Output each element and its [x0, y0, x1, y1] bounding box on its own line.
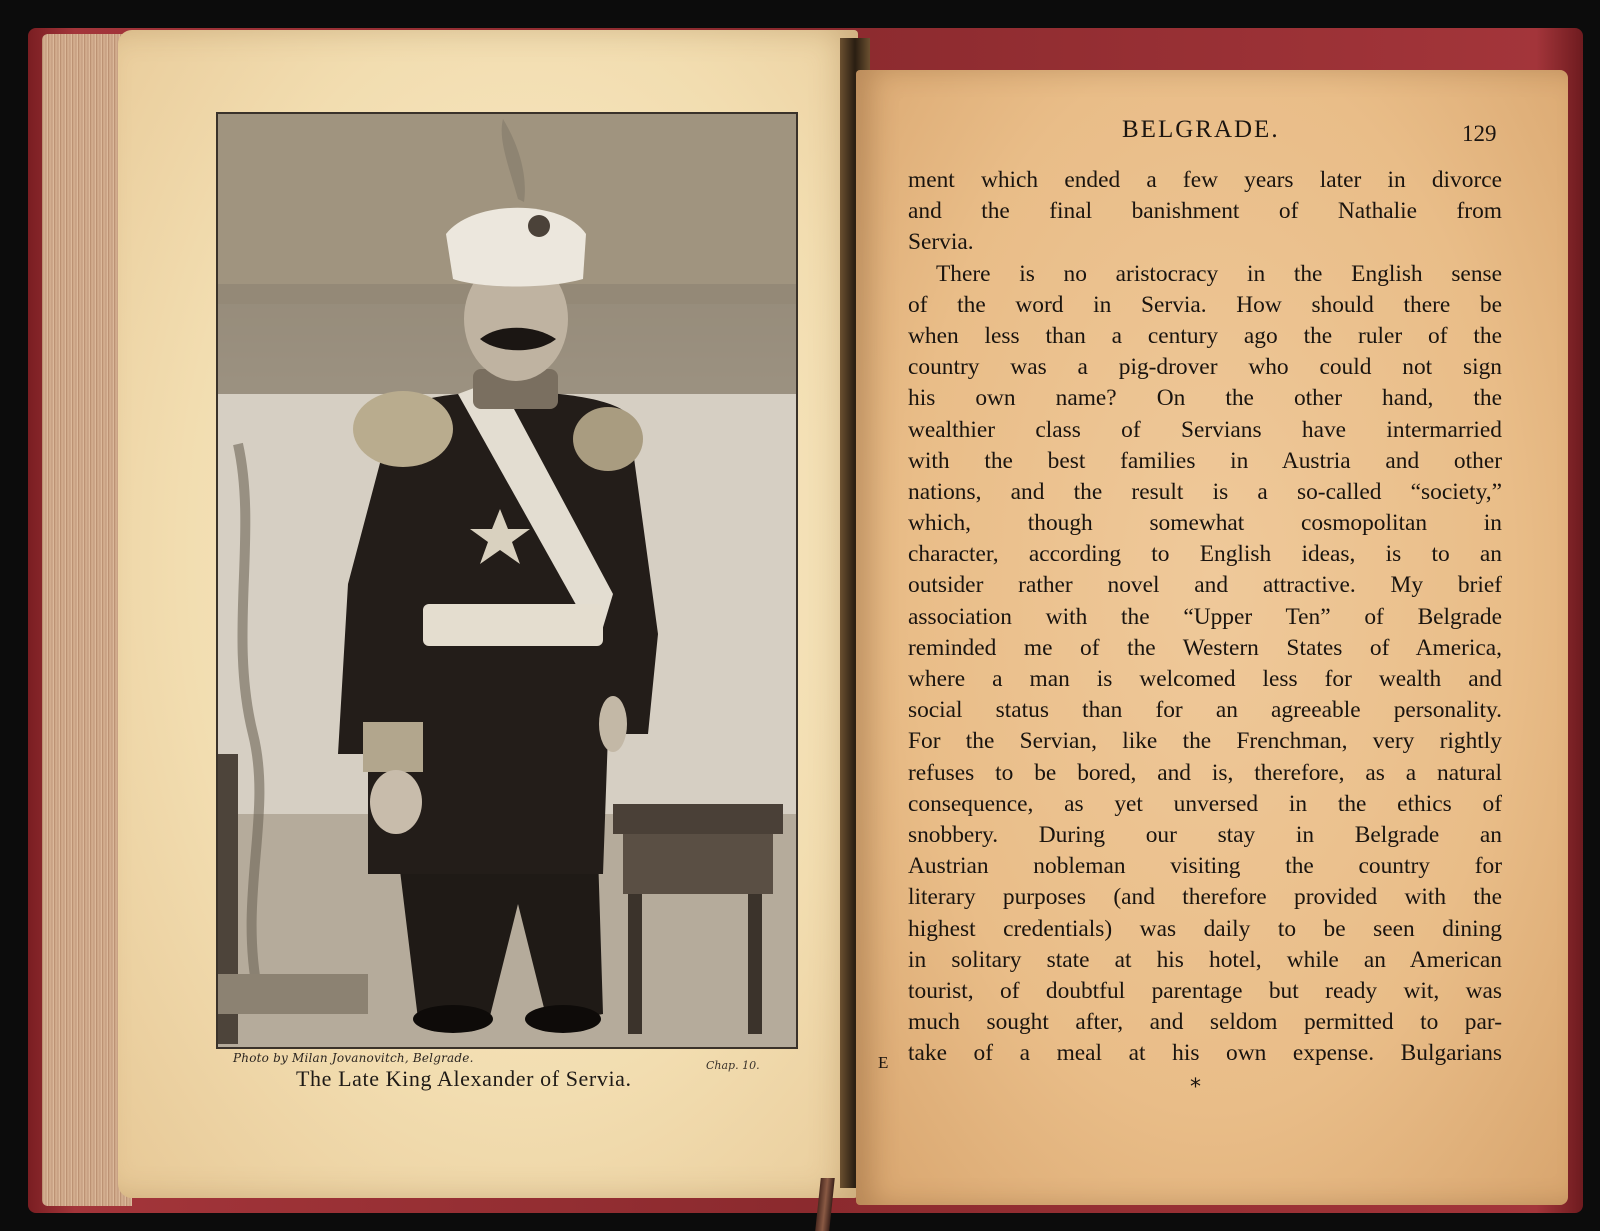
text-line: country was a pig-drover who could not sign [908, 354, 1502, 381]
photo-table-top [613, 804, 783, 834]
text-line: literary purposes (and therefore provided with the [908, 884, 1502, 911]
text-line: reminded me of the Western States of America, [908, 634, 1502, 661]
text-line: where a man is welcomed less for wealth and [908, 666, 1502, 692]
text-line: tourist, of doubtful parentage but ready wit, was [908, 977, 1502, 1004]
body-text [908, 165, 1502, 1069]
photo-boot [525, 1005, 601, 1033]
signature-mark: E [878, 1053, 889, 1072]
text-line: snobbery. During our stay in Belgrade an [908, 821, 1502, 848]
photo-fur-hat [446, 208, 586, 287]
photo-hand [370, 770, 422, 834]
text-line: For the Servian, like the Frenchman, very rightly [908, 728, 1502, 755]
photo-caption: The Late King Alexander of Servia. [296, 1066, 632, 1091]
photo-table-leg [748, 894, 762, 1034]
photo-credit: Photo by Milan Jovanovitch, Belgrade. [233, 1051, 474, 1065]
text-line: Servia. [908, 229, 974, 256]
text-line: take of a meal at his own expense. Bulgarians [908, 1040, 1502, 1067]
text-line: and the final banishment of Nathalie from [908, 198, 1502, 225]
page-number: 129 [1462, 121, 1497, 146]
text-line: of the word in Servia. How should there be [908, 291, 1502, 318]
photo-epaulette [353, 391, 453, 467]
text-line: highest credentials) was daily to be seen dining [908, 915, 1502, 942]
photo-chair-seat [218, 974, 368, 1014]
running-head: BELGRADE. [1122, 116, 1280, 143]
photo-epaulette [573, 407, 643, 471]
text-line: in solitary state at his hotel, while an American [908, 946, 1502, 973]
text-line: when less than a century ago the ruler of the [908, 322, 1502, 349]
photo-hat-badge [528, 215, 550, 237]
text-line: nations, and the result is a so-called “society,” [908, 478, 1502, 505]
photo-hand [599, 696, 627, 752]
footer-asterisk: * [1190, 1075, 1201, 1100]
text-line: which, though somewhat cosmopolitan in [908, 510, 1502, 537]
text-line: association with the “Upper Ten” of Belgrade [908, 603, 1502, 630]
text-line: with the best families in Austria and other [908, 447, 1502, 474]
text-line: wealthier class of Servians have intermarried [908, 416, 1502, 443]
text-line: There is no aristocracy in the English sense [936, 260, 1502, 287]
text-line: much sought after, and seldom permitted to par- [908, 1009, 1502, 1036]
text-line: character, according to English ideas, is to an [908, 541, 1502, 568]
photo-illustration [218, 114, 796, 1047]
photo-table-leg [628, 894, 642, 1034]
text-line: outsider rather novel and attractive. My brief [908, 572, 1502, 599]
text-line: Austrian nobleman visiting the country for [908, 853, 1502, 880]
text-line: refuses to be bored, and is, therefore, as a natural [908, 759, 1502, 786]
king-photograph [216, 112, 798, 1049]
text-line: consequence, as yet unversed in the ethics of [908, 790, 1502, 817]
photo-cuff [363, 722, 423, 772]
text-line: his own name? On the other hand, the [908, 385, 1502, 412]
text-line: social status than for an agreeable personality. [908, 697, 1502, 724]
chapter-reference: Chap. 10. [706, 1059, 760, 1072]
photo-table-apron [623, 834, 773, 894]
text-line: ment which ended a few years later in divorce [908, 167, 1502, 193]
photo-boot [413, 1005, 493, 1033]
photo-belt [423, 604, 603, 646]
